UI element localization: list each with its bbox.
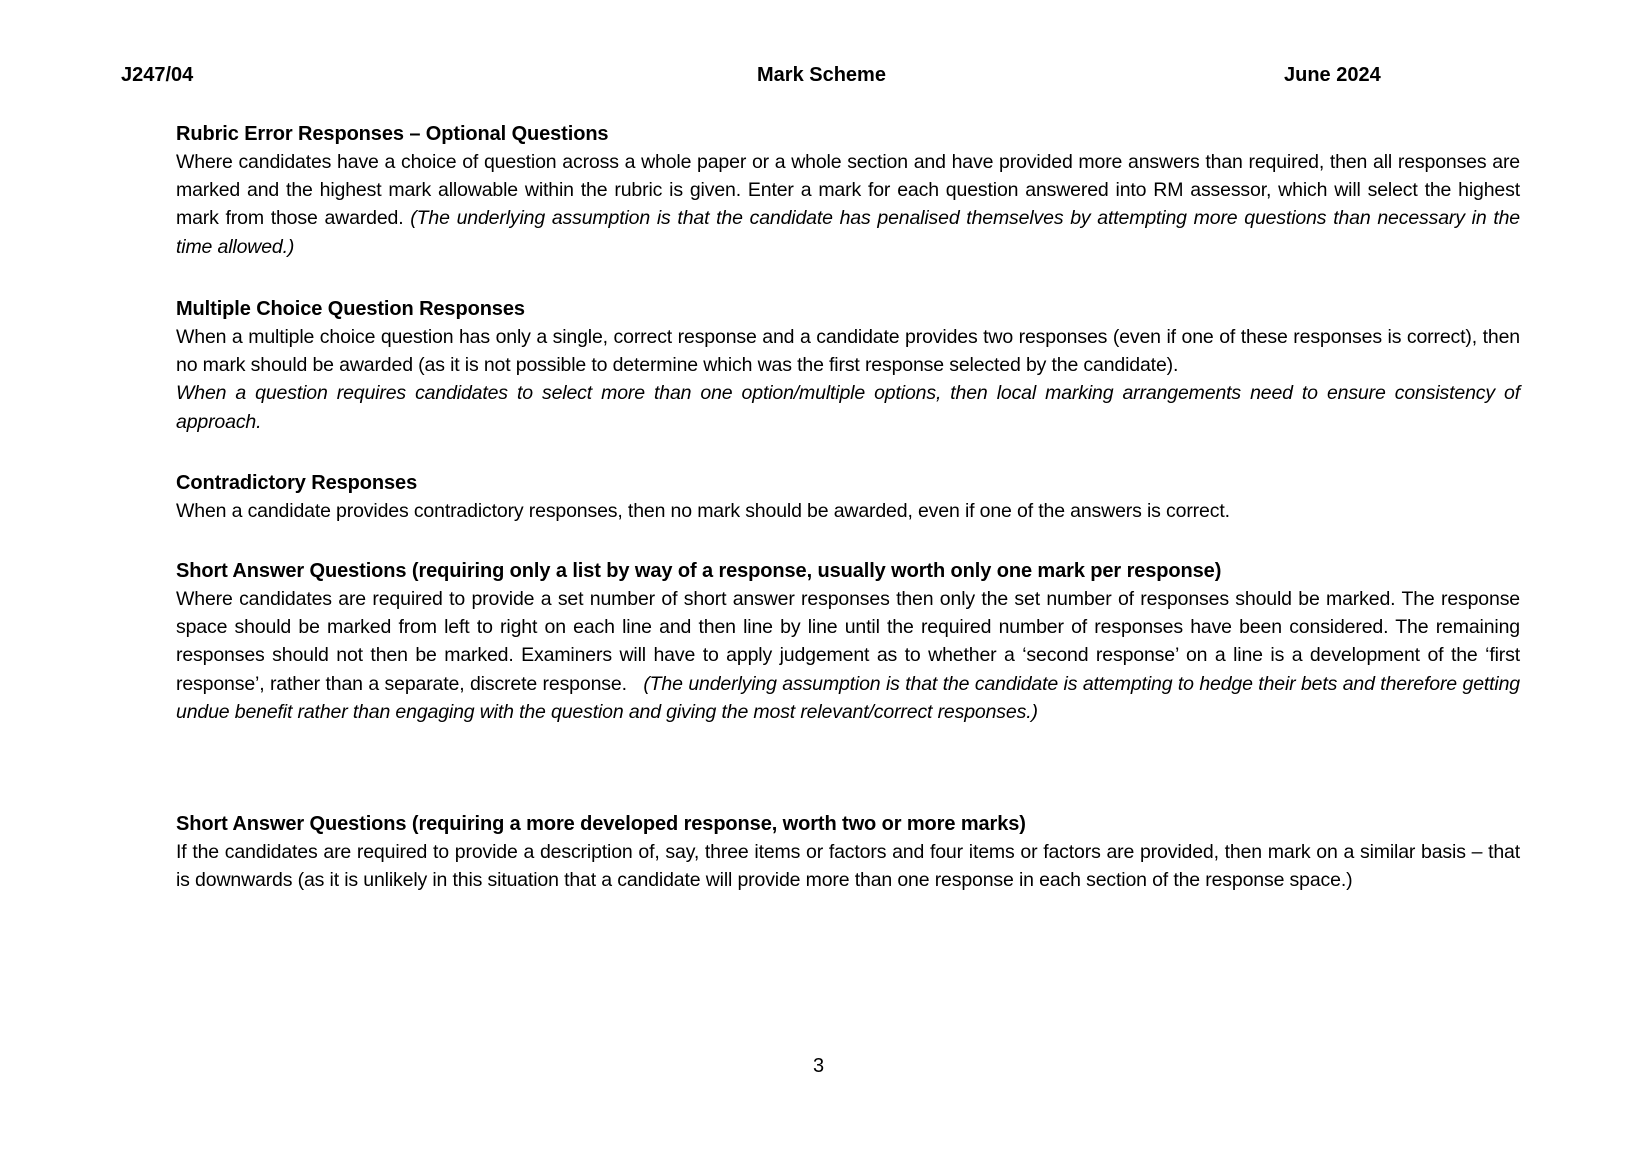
section-heading: Short Answer Questions (requiring only a list by way of a response, usually worth only one mark per response) [176, 560, 1222, 582]
section-short-answer-list [176, 557, 1520, 726]
section-multiple-choice [176, 295, 1520, 436]
document-title: Mark Scheme [757, 64, 886, 86]
page-number: 3 [812, 1055, 825, 1077]
section-contradictory [176, 469, 1230, 525]
section-short-answer-developed [176, 810, 1520, 894]
section-rubric-error [176, 120, 1520, 261]
section-note: (The underlying assumption is that the candidate has penalised themselves by attempting more questions than necessary in the time allowed.) [176, 207, 1520, 258]
section-note: (The underlying assumption is that the candidate is attempting to hedge their bets and therefore getting undue benefit rather than engaging with the question and giving the most relevant/correct responses.) [176, 672, 1520, 723]
section-body: Where candidates are required to provide a set number of short answer responses then only the set number of responses should be marked. The response space should be marked from left to right on each line and then line by line until the required number of responses have been considered. The remaining responses should not then be marked. Examiners will have to apply judgement as to whether a ‘second response’ on a line is a development of the ‘first response’, rather than a separate, discrete response. (The underlying assumption is that the candidate is attempting to hedge their bets and therefore getting undue benefit rather than engaging with the question and giving the most relevant/correct responses.) [176, 588, 1520, 723]
section-body: When a candidate provides contradictory responses, then no mark should be awarded, even if one of the answers is correct. [176, 500, 1230, 522]
section-note: When a question requires candidates to select more than one option/multiple options, then local marking arrangements need to ensure consistency of approach. [176, 382, 1520, 433]
page-header [0, 64, 1637, 90]
section-heading: Contradictory Responses [176, 472, 418, 494]
section-body: If the candidates are required to provide a description of, say, three items or factors and four items or factors are provided, then mark on a similar basis – that is downwards (as it is unlikely in this situation that a candidate will provide more than one response in each section of the response space.) [176, 841, 1520, 892]
paper-code: J247/04 [121, 64, 194, 86]
section-body: Where candidates have a choice of question across a whole paper or a whole section and have provided more answers than required, then all responses are marked and the highest mark allowable within the rubric is given. Enter a mark for each question answered into RM assessor, which will select the highest mark from those awarded. (The underlying assumption is that the candidate has penalised themselves by attempting more questions than necessary in the time allowed.) [176, 151, 1520, 258]
exam-date: June 2024 [1284, 64, 1381, 86]
section-heading: Short Answer Questions (requiring a more developed response, worth two or more marks) [176, 813, 1026, 835]
section-heading: Rubric Error Responses – Optional Questions [176, 123, 609, 145]
section-heading: Multiple Choice Question Responses [176, 298, 525, 320]
section-body: When a multiple choice question has only a single, correct response and a candidate provides two responses (even if one of these responses is correct), then no mark should be awarded (as it is not possible to determine which was the first response selected by the candidate). [176, 326, 1520, 377]
